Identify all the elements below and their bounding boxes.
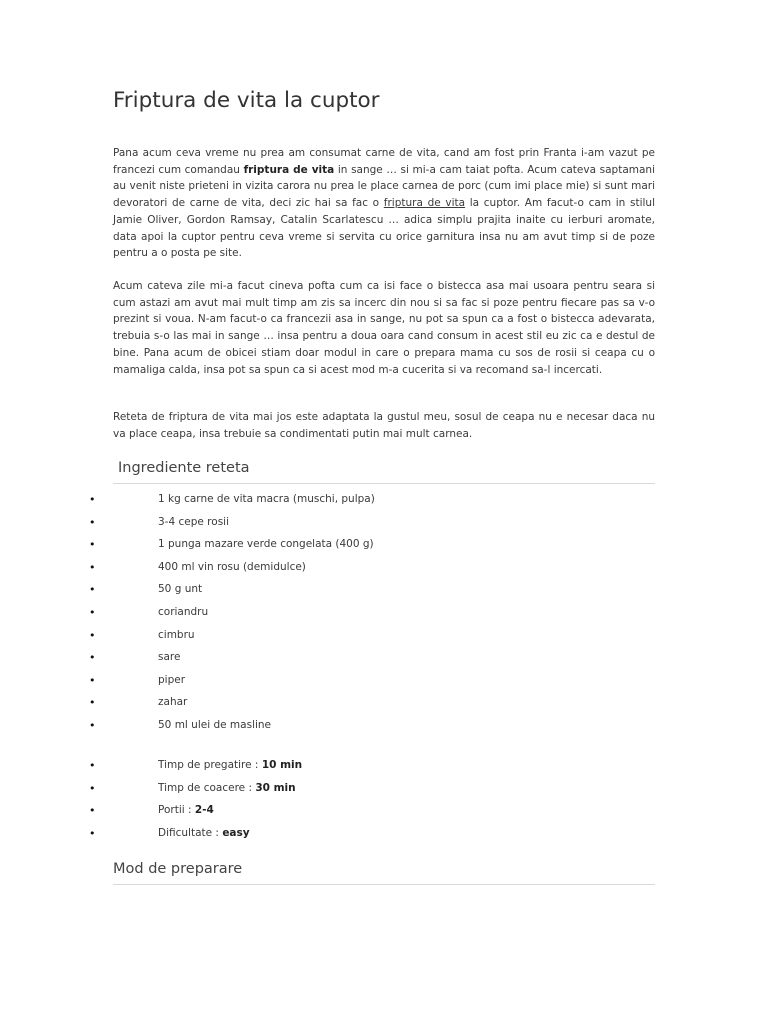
ingredient-item — [0, 692, 600, 715]
ingredient-text: cimbru — [158, 628, 195, 641]
ingredients-divider — [113, 483, 655, 484]
ingredient-text: 1 kg carne de vita macra (muschi, pulpa) — [158, 493, 375, 505]
ingredient-item — [0, 670, 600, 693]
detail-value: 2-4 — [194, 804, 214, 817]
ingredient-item — [0, 489, 600, 512]
ingredient-item — [0, 512, 600, 535]
bullet-icon: • — [89, 759, 96, 772]
intro-text-2: in sange … si mi-a cam taiat pofta. Acum cateva saptamani au venit niste prieteni in vizita carora nu prea le place carnea de porc (cum imi place mie) si sunt mari devoratori de carne de vita, deci zic hai sa fac o — [113, 163, 655, 210]
page-title: Friptura de vita la cuptor — [113, 88, 380, 113]
ingredient-text: sare — [158, 651, 181, 664]
bullet-icon: • — [89, 673, 96, 687]
bullet-icon: • — [89, 628, 96, 642]
bullet-icon: • — [89, 781, 96, 795]
detail-text — [158, 802, 214, 818]
ingredient-text: 400 ml vin rosu (demidulce) — [158, 560, 306, 573]
detail-value: easy — [222, 826, 250, 839]
bullet-icon: • — [89, 605, 96, 619]
ingredient-item — [0, 579, 600, 602]
detail-label: Portii : — [158, 804, 195, 817]
detail-label: Dificultate : — [158, 826, 223, 839]
detail-item — [0, 800, 600, 823]
detail-item — [0, 823, 600, 846]
intro-text-1: Pana acum ceva vreme nu prea am consumat carne de vita, cand am fost prin Franta i-am vazut pe francezi cum comandau — [113, 147, 655, 176]
bullet-icon: • — [89, 493, 96, 506]
ingredients-heading: Ingrediente reteta — [118, 460, 250, 476]
ingredient-text: 50 ml ulei de masline — [158, 718, 272, 731]
detail-value: 30 min — [255, 781, 296, 794]
detail-item — [0, 778, 600, 801]
ingredient-item — [0, 647, 600, 670]
ingredient-item — [0, 715, 600, 738]
intro-bold-term: friptura de vita — [243, 163, 335, 176]
ingredient-text: coriandru — [158, 605, 209, 618]
story-paragraph: Acum cateva zile mi-a facut cineva pofta cum ca isi face o bistecca asa mai usoara pentru seara si cum astazi am avut mai mult timp am zis sa incerc din nou si sa fac si poze pentru fiecare pas sa v-o prezint si voua. N-am facut-o ca francezii asa in sange, nu pot sa spun ca a fost o bistecca adevarata, trebuia s-o las mai in sange … insa pentru a doua oara cand consum in acest stil eu zic ca e destul de bine. Pana acum de obicei stiam doar modul in care o prepara mama cu sos de rosii si ceapa cu o mamaliga calda, insa pot sa spun ca si acest mod m-a cucerita si va recomand sa-l incercati. — [113, 280, 655, 376]
detail-value: 10 min — [261, 759, 303, 771]
method-heading: Mod de preparare — [113, 861, 243, 877]
ingredient-text: 1 punga mazare verde congelata (400 g) — [158, 538, 374, 551]
ingredient-item — [0, 557, 600, 580]
ingredient-item — [0, 625, 600, 648]
ingredient-text: piper — [158, 673, 186, 686]
bullet-icon: • — [89, 696, 96, 710]
ingredient-item — [0, 534, 600, 557]
detail-text — [158, 825, 250, 841]
bullet-icon: • — [89, 826, 96, 840]
bullet-icon: • — [89, 515, 96, 529]
recipe-note-paragraph: Reteta de friptura de vita mai jos este adaptata la gustul meu, sosul de ceapa nu e necesar daca nu va place ceapa, insa trebuie sa condimentati putin mai mult carnea. — [113, 411, 655, 440]
ingredient-item — [0, 602, 600, 625]
ingredient-text: 3-4 cepe rosii — [158, 515, 229, 528]
ingredients-list — [0, 489, 600, 738]
detail-label: Timp de coacere : — [158, 781, 256, 794]
bullet-icon: • — [89, 718, 96, 732]
ingredient-text: zahar — [158, 696, 188, 709]
bullet-icon: • — [89, 560, 96, 574]
bullet-icon: • — [89, 538, 96, 552]
bullet-icon: • — [89, 804, 96, 818]
friptura-link[interactable]: friptura de vita — [383, 197, 466, 210]
detail-label: Timp de pregatire : — [158, 759, 262, 771]
intro-text-3: la cuptor. Am facut-o cam in stilul Jamie Oliver, Gordon Ramsay, Catalin Scarlatescu … adica simplu prajita inaite cu ierburi aromate, data apoi la cuptor pentru ceva vreme si servita cu orice garnitura insa nu am avut timp si de poze pentru a o posta pe site. — [113, 197, 655, 260]
detail-item — [0, 755, 600, 778]
recipe-details-list — [0, 755, 600, 845]
detail-text — [158, 757, 302, 773]
bullet-icon: • — [89, 651, 96, 665]
ingredient-text: 50 g unt — [158, 583, 203, 596]
intro-paragraph — [113, 145, 655, 262]
detail-text — [158, 780, 296, 796]
method-divider — [113, 884, 655, 885]
bullet-icon: • — [89, 583, 96, 597]
